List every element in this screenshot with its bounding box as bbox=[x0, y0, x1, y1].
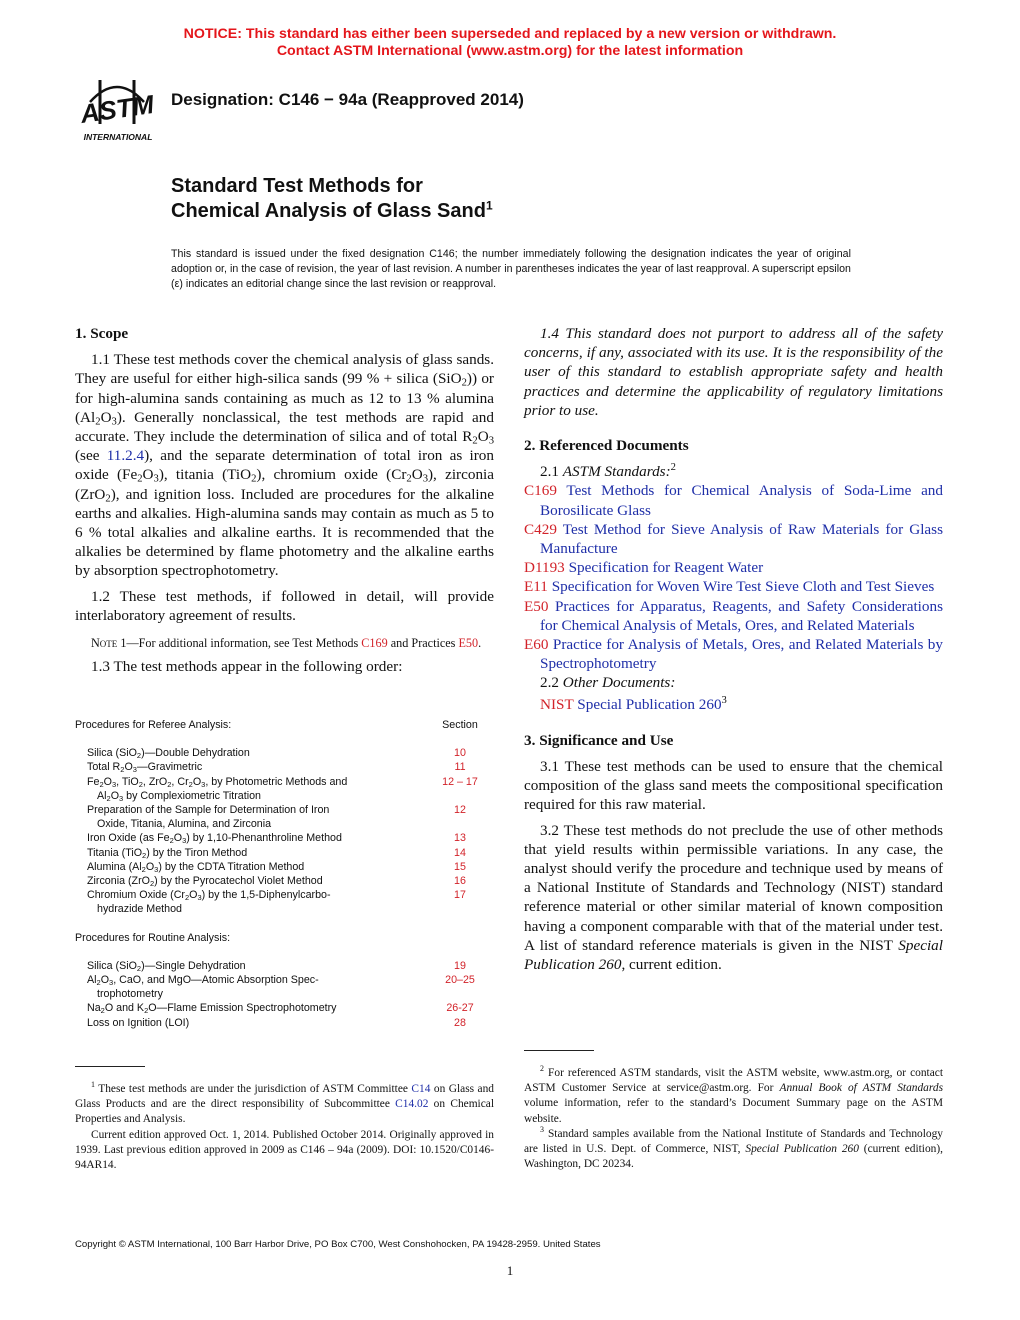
reference-code[interactable]: E50 bbox=[524, 597, 549, 615]
right-column bbox=[524, 324, 943, 974]
reference-title[interactable]: Test Method for Sieve Analysis of Raw Materials for Glass Manufacture bbox=[540, 520, 943, 558]
section-header: Section bbox=[442, 719, 478, 731]
other-documents-label: 2.2 Other Documents: bbox=[540, 674, 676, 692]
page-number: 1 bbox=[506, 1263, 514, 1278]
footnote-2: $^2$ For referenced ASTM standards, visit the ASTM website, www.astm.org, or contact ASTM Customer Service at service@astm.org. For Annual Book of ASTM Standards volume information, refer to the standard’s Document Summary page on the ASTM website. bbox=[524, 1064, 944, 1125]
reference-list bbox=[524, 481, 943, 673]
astm-logo bbox=[72, 74, 164, 146]
reference-item[interactable] bbox=[524, 481, 943, 519]
table-row: Total $R_2O_3—Gravimetric$ 11 bbox=[87, 761, 466, 775]
reference-item[interactable] bbox=[524, 577, 943, 596]
scope-1-1: 1.1 These test methods cover the chemical analysis of glass sands. They are useful for either high-silica sands (99 % + silica (SiO$_2$)) or for high-alumina sands containing as much as 12 to 13 % alumina $(Al_2O_3)$. Generally nonclassical, the test methods are rapid and accurate. They include the determination of silica and of total $R_2O_3$ (see 11.2.4), and the separate determination of total iron as iron oxide $(Fe_2O_3)$, titania (TiO$_2$), chromium oxide $(Cr_2O_3)$, zirconia (ZrO$_2$), and ignition loss. Included are procedures for the alkaline earths and alkalies. High-alumina sands may contain as much as 5 to 6 % total alkalies and alkaline earths. It is recommended that the alkalies be determined by flame photometry and the alkaline earths by absorption spectrophotometry. bbox=[75, 351, 494, 580]
reference-code[interactable]: E11 bbox=[524, 578, 548, 596]
table-row: $Na_2O$ and $K_2O—Flame$ Emission Spectrophotometry 26-27 bbox=[87, 1002, 474, 1016]
link-e50-note[interactable]: E50 bbox=[458, 636, 479, 651]
logo-text: ASTM bbox=[78, 89, 156, 129]
left-column bbox=[75, 324, 494, 676]
copyright: Copyright © ASTM International, 100 Barr Harbor Drive, PO Box C700, West Conshohocken, PA 19428-2959. United States bbox=[75, 1239, 601, 1250]
table-row: Chromium Oxide $(Cr_2O_3)$ by the 1,5-Diphenylcarbo- hydrazide Method 17 bbox=[87, 889, 466, 916]
significance-3-1: 3.1 These test methods can be used to ensure that the chemical composition of the glass sand meets the compositional specification required for this raw material. bbox=[524, 758, 943, 814]
routine-header: Procedures for Routine Analysis: bbox=[75, 931, 231, 944]
significance-3-2: 3.2 These test methods do not preclude the use of other methods that yield results within permissible variations. In any case, the analyst should verify the procedure and technique used by means of a National Institute of Standards and Technology (NIST) standard reference material or other similar material of known composition having a component comparable with that of the material under test. A list of standard reference materials is given in the NIST Special Publication 260, current edition. bbox=[524, 821, 943, 974]
link-c169-note[interactable]: C169 bbox=[361, 636, 388, 651]
reference-title[interactable]: Practices for Apparatus, Reagents, and Safety Considerations for Chemical Analysis of Metals, Ores, and Related Materials bbox=[540, 597, 943, 634]
designation: Designation: C146 − 94a (Reapproved 2014) bbox=[171, 90, 524, 109]
table-row: $Al_2O_3$, CaO, and MgO—Atomic Absorption Spec- trophotometry 20–25 bbox=[87, 974, 475, 1001]
table-row: Alumina $(Al_2O_3)$ by the CDTA Titration Method 15 bbox=[87, 860, 466, 874]
notice-line-2: Contact ASTM International (www.astm.org) for the latest information bbox=[276, 43, 744, 59]
table-row: Zirconia (ZrO$_2$) by the Pyrocatechol Violet Method 16 bbox=[87, 875, 466, 888]
link-11-2-4[interactable]: 11.2.4 bbox=[106, 447, 145, 465]
footnote-1: $^1$ These test methods are under the jurisdiction of ASTM Committee C14 on Glass and Glass Products and are the direct responsibility of Subcommittee C14.02 on Chemical Properties and Analysis. Current edition approved Oct. 1, 2014. Published October 2014. Originally approved in 1939. Last previous edition approved in 2009 as C146 – 94a (2009). DOI: 10.1520/C0146-94AR14. bbox=[75, 1082, 494, 1173]
referenced-heading: 2. Referenced Documents bbox=[524, 437, 689, 455]
reference-code[interactable]: D1193 bbox=[524, 559, 565, 577]
table-row: Iron Oxide (as $Fe_2O_3$) by 1,10-Phenanthroline Method 13 bbox=[87, 832, 466, 846]
scope-1-4: 1.4 This standard does not purport to address all of the safety concerns, if any, associated with its use. It is the responsibility of the user of this standard to establish appropriate safety and health practices and determine the applicability of regulatory limitations prior to use. bbox=[524, 325, 943, 419]
note-1: Note 1—For additional information, see Test Methods C169 and Practices E50. bbox=[91, 636, 482, 651]
page-title bbox=[171, 174, 493, 224]
reference-item[interactable] bbox=[524, 597, 943, 635]
table-row: Loss on Ignition (LOI) 28 bbox=[87, 1016, 466, 1029]
title-footnote-mark: 1 bbox=[485, 198, 493, 213]
footnote-3: $^3$ Standard samples available from the National Institute of Standards and Technology are listed in U.S. Dept. of Commerce, NIST, Special Publication 260 (current edition), Washington, DC 20234. bbox=[524, 1125, 943, 1171]
footnote-rule-right bbox=[524, 1050, 594, 1051]
footnote-rule-left bbox=[75, 1066, 145, 1067]
table-row: $Fe_2O_3$, TiO$_2$, ZrO$_2$, $Cr_2O_3$, by Photometric Methods and $Al_2O_3$ by Complexiometric Titration 12 – 17 bbox=[87, 775, 478, 803]
reference-title[interactable]: Specification for Reagent Water bbox=[564, 559, 764, 577]
reference-item[interactable] bbox=[524, 558, 943, 577]
referee-header: Procedures for Referee Analysis: bbox=[75, 719, 232, 731]
link-c14-02[interactable]: C14.02 bbox=[395, 1098, 429, 1111]
withdrawal-notice bbox=[0, 26, 1020, 60]
reference-title[interactable]: Specification for Woven Wire Test Sieve Cloth and Test Sieves bbox=[547, 578, 935, 596]
scope-1-3: 1.3 The test methods appear in the following order: bbox=[91, 658, 403, 676]
table-row: Silica (SiO$_2$)—Double Dehydration 10 bbox=[87, 747, 466, 761]
footnotes-right bbox=[524, 1066, 943, 1172]
reference-code[interactable]: E60 bbox=[524, 636, 549, 654]
title-line-2: Chemical Analysis of Glass Sand$^1$ bbox=[171, 198, 493, 222]
reference-item[interactable] bbox=[524, 520, 943, 558]
notice-line-1: NOTICE: This standard has either been superseded and replaced by a new version or withdrawn. bbox=[183, 26, 837, 42]
reference-code[interactable]: C169 bbox=[524, 482, 557, 500]
nist-reference[interactable]: NIST Special Publication $260^3$ bbox=[540, 694, 727, 713]
scope-1-2: 1.2 These test methods, if followed in detail, will provide interlaboratory agreement of results. bbox=[75, 587, 494, 624]
reference-title[interactable]: Practice for Analysis of Metals, Ores, and Related Materials by Spectrophotometry bbox=[540, 636, 943, 673]
title-line-1: Standard Test Methods for bbox=[171, 175, 423, 197]
reference-code[interactable]: C429 bbox=[524, 520, 557, 538]
table-row: Preparation of the Sample for Determination of Iron Oxide, Titania, Alumina, and Zirconia 12 bbox=[87, 804, 466, 831]
table-row: Silica (SiO$_2$)—Single Dehydration 19 bbox=[87, 959, 466, 973]
footnote-1-edition: Current edition approved Oct. 1, 2014. Published October 2014. Originally approved in 1939. Last previous edition approved in 2009 as C146 – 94a (2009). DOI: 10.1520/C0146-94AR14. bbox=[75, 1128, 494, 1172]
significance-heading: 3. Significance and Use bbox=[524, 731, 674, 749]
intro-paragraph: This standard is issued under the fixed designation C146; the number immediately following the designation indicates the year of original adoption or, in the case of revision, the year of last revision. A number in parentheses indicates the year of last reapproval. A superscript epsilon (ε) indicates an editorial change since the last revision or reapproval. bbox=[171, 248, 851, 290]
reference-title[interactable]: Test Methods for Chemical Analysis of Soda-Lime and Borosilicate Glass bbox=[540, 482, 943, 519]
scope-heading: 1. Scope bbox=[75, 325, 129, 342]
astm-standards-label: 2.1 ASTM Standards:$^2$ bbox=[540, 462, 676, 481]
logo-subtext: INTERNATIONAL bbox=[83, 132, 153, 142]
link-c14[interactable]: C14 bbox=[411, 1083, 431, 1095]
reference-item[interactable] bbox=[524, 635, 943, 673]
table-row: Titania (TiO$_2$) by the Tiron Method 14 bbox=[87, 846, 466, 860]
procedure-table bbox=[75, 718, 495, 1030]
